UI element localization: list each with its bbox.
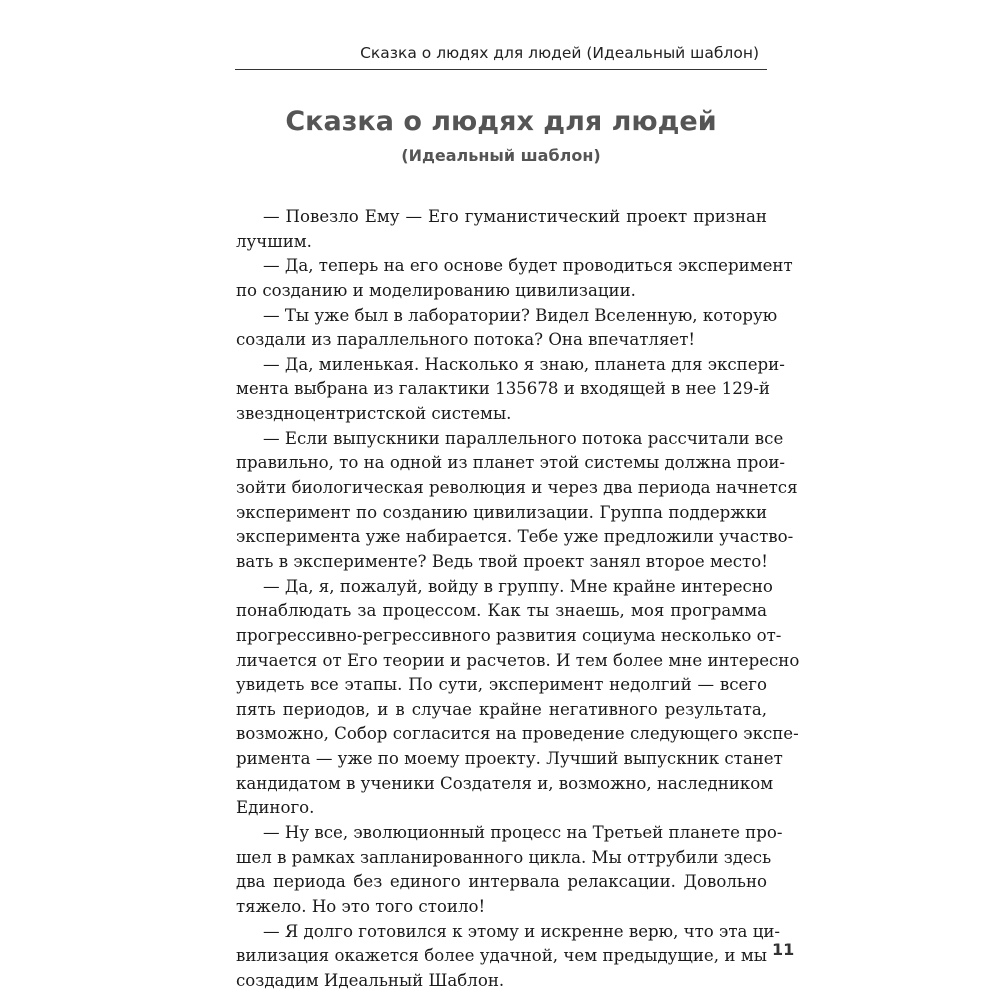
text-line: — Да, я, пожалуй, войду в группу. Мне крайне интересно <box>263 576 773 596</box>
text-line: правильно, то на одной из планет этой системы должна прои- <box>236 453 786 473</box>
text-line: — Ты уже был в лаборатории? Видел Вселенную, которую <box>263 305 778 325</box>
text-line: — Если выпускники параллельного потока рассчитали все <box>263 428 784 448</box>
text-line: вилизация окажется более удачной, чем предыдущие, и мы <box>236 946 767 966</box>
text-line: вать в эксперименте? Ведь твой проект занял второе место! <box>236 551 768 571</box>
text-line: возможно, Собор согласится на проведение следующего экспе- <box>236 724 799 744</box>
paragraph <box>236 920 781 994</box>
text-line: пять периодов, и в случае крайне негативного результата, <box>236 699 767 719</box>
text-line: тяжело. Но это того стоило! <box>236 896 486 916</box>
text-line: — Да, миленькая. Насколько я знаю, планета для экспери- <box>263 354 785 374</box>
text-line: создали из параллельного потока? Она впечатляет! <box>236 330 696 350</box>
text-line: лучшим. <box>236 231 312 251</box>
text-line: зойти биологическая революция и через два периода начнется <box>236 478 798 498</box>
text-line: — Ну все, эволюционный процесс на Третьей планете про- <box>263 823 783 843</box>
running-header: Сказка о людях для людей (Идеальный шаблон) <box>360 44 759 62</box>
text-line: звездноцентристской системы. <box>236 404 512 424</box>
header-rule <box>235 69 767 70</box>
text-line: — Повезло Ему — Его гуманистический проект признан <box>263 207 767 226</box>
text-line: понаблюдать за процессом. Как ты знаешь, моя программа <box>236 601 767 621</box>
text-line: создадим Идеальный Шаблон. <box>236 970 505 990</box>
chapter-subtitle: (Идеальный шаблон) <box>401 146 601 165</box>
text-line: кандидатом в ученики Создателя и, возможно, наследником <box>236 773 774 793</box>
text-line: римента — уже по моему проекту. Лучший выпускник станет <box>236 749 783 769</box>
text-line: шел в рамках запланированного цикла. Мы оттрубили здесь <box>236 847 772 867</box>
paragraph <box>236 821 783 920</box>
chapter-title: Сказка о людях для людей <box>285 106 717 137</box>
text-line: — Да, теперь на его основе будет проводиться эксперимент <box>263 256 793 276</box>
text-line: эксперимент по созданию цивилизации. Группа поддержки <box>236 502 767 522</box>
paragraph <box>236 254 793 303</box>
text-line: Единого. <box>236 798 315 818</box>
paragraph <box>236 427 798 575</box>
text-line: личается от Его теории и расчетов. И тем более мне интересно <box>236 650 800 670</box>
text-line: прогрессивно-регрессивного развития социума несколько от- <box>236 625 782 645</box>
paragraph <box>236 304 778 353</box>
text-line: — Я долго готовился к этому и искренне верю, что эта ци- <box>263 921 781 941</box>
paragraph <box>236 205 767 254</box>
text-line: увидеть все этапы. По сути, эксперимент недолгий — всего <box>236 675 767 695</box>
text-line: мента выбрана из галактики 135678 и входящей в нее 129-й <box>236 379 770 399</box>
paragraph <box>236 575 800 821</box>
text-line: эксперимента уже набирается. Тебе уже предложили участво- <box>236 527 794 547</box>
text-line: по созданию и моделированию цивилизации. <box>236 280 636 300</box>
text-line: два периода без единого интервала релаксации. Довольно <box>236 872 767 892</box>
page-number: 11 <box>772 940 795 959</box>
paragraph <box>236 353 785 427</box>
